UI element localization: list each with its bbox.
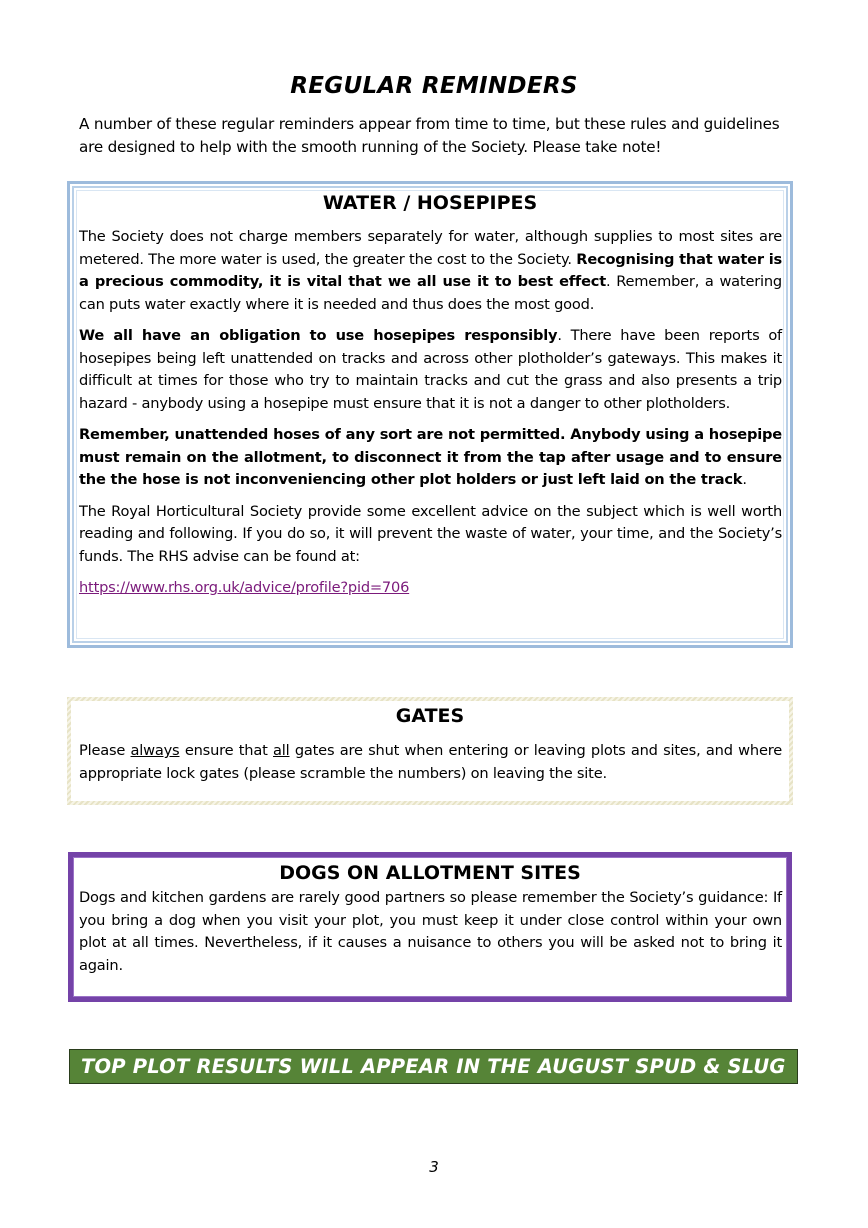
water-p1-text: The Society does not charge members separately for water, although supplies to most sites are metered. The more water is used, the greater the cost to the Society.: [79, 228, 782, 268]
water-heading: WATER / HOSEPIPES: [322, 192, 538, 214]
water-p1-bold: Recognising that water is a precious commodity, it is vital that we all use it to best effect: [79, 250, 782, 290]
water-p3-bold: Remember, unattended hoses of any sort are not permitted. Anybody using a hosepipe must remain on the allotment, to disconnect it from the tap after usage and to ensure the the hose is not inconveniencing other plot holders or just left laid on the track: [79, 426, 782, 488]
water-p2-bold: We all have an obligation to use hosepipes responsibly: [79, 327, 558, 344]
water-p1-text-end: . Remember, a watering can puts water exactly where it is needed and thus does the most good.: [79, 273, 782, 313]
water-p2-text: . There have been reports of hosepipes being left unattended on tracks and across other plotholder’s gateways. This makes it difficult at times for those who try to maintain tracks and cut the grass and also presents a trip hazard - anybody using a hosepipe must ensure that it is not a danger to other plotholders.: [79, 327, 782, 412]
gates-all-underlined: all: [273, 742, 290, 759]
gates-heading: GATES: [395, 705, 465, 727]
water-paragraph-4: The Royal Horticultural Society provide some excellent advice on the subject which is well worth reading and following. If you do so, it will prevent the waste of water, your time, and the Society’s funds. The RHS advise can be found at:: [79, 502, 782, 565]
gates-text-2: ensure that: [179, 742, 274, 759]
water-link-paragraph: [79, 577, 782, 600]
rhs-advice-link[interactable]: https://www.rhs.org.uk/advice/profile?pid=706: [79, 579, 410, 596]
water-content: [79, 226, 782, 609]
gates-always-underlined: always: [130, 742, 180, 759]
gates-text-3: gates are shut when entering or leaving plots and sites, and where appropriate lock gates (please scramble the numbers) on leaving the site.: [79, 742, 782, 782]
dogs-heading: DOGS ON ALLOTMENT SITES: [279, 862, 581, 884]
gates-paragraph: [79, 740, 782, 785]
water-paragraph-3: [79, 424, 782, 492]
water-p3-end: .: [742, 471, 747, 488]
intro-text: A number of these regular reminders appear from time to time, but these rules and guidelines are designed to help with the smooth running of the Society. Please take note!: [79, 115, 780, 156]
page-title: REGULAR REMINDERS: [290, 73, 578, 99]
dogs-content: [79, 887, 782, 986]
top-plot-banner: [69, 1049, 798, 1084]
gates-content: [79, 740, 782, 794]
gates-text-1: Please: [79, 742, 131, 759]
banner-text: TOP PLOT RESULTS WILL APPEAR IN THE AUGUST SPUD & SLUG: [81, 1055, 786, 1078]
dogs-paragraph: Dogs and kitchen gardens are rarely good partners so please remember the Society’s guidance: If you bring a dog when you visit your plot, you must keep it under close control within your own plot at all times. Nevertheless, if it causes a nuisance to others you will be asked not to bring it again.: [79, 889, 782, 974]
water-paragraph-2: [79, 325, 782, 415]
water-paragraph-1: [79, 226, 782, 316]
page-number: 3: [429, 1158, 439, 1176]
